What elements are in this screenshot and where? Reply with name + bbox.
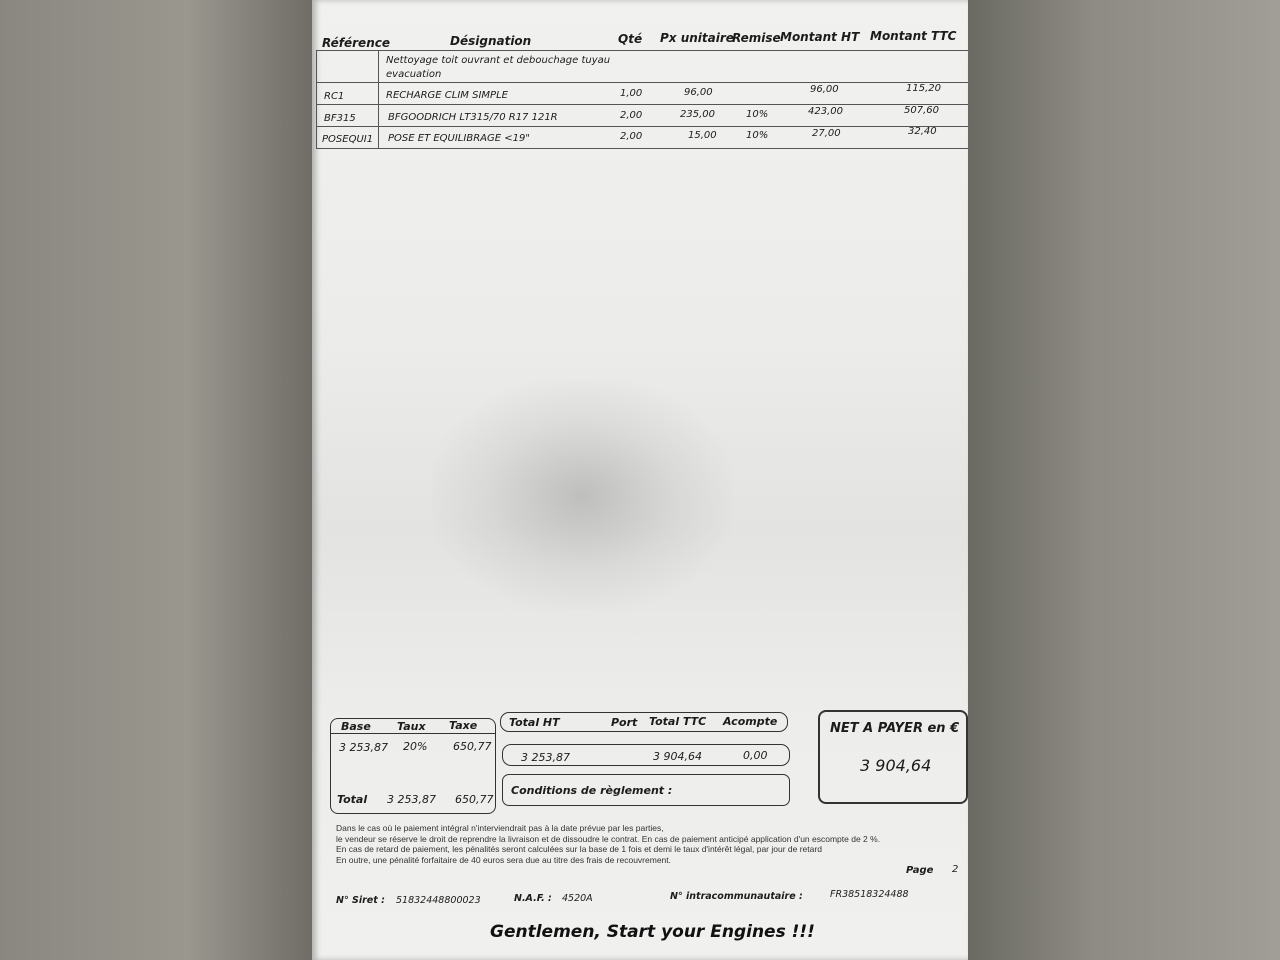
totals-header-bar xyxy=(500,712,788,732)
row3-unit-price: 15,00 xyxy=(688,130,717,141)
totals-values-bar xyxy=(502,744,790,766)
row2-qty: 2,00 xyxy=(620,110,643,121)
row1-amount-ht: 96,00 xyxy=(810,84,839,95)
totals-header-deposit: Acompte xyxy=(723,715,778,728)
page-number: 2 xyxy=(952,864,959,875)
totals-header-port: Port xyxy=(611,716,638,729)
row3-ref: POSEQUI1 xyxy=(322,134,374,145)
table-row-line xyxy=(316,104,968,105)
tax-total-label: Total xyxy=(337,793,368,806)
row1-unit-price: 96,00 xyxy=(684,87,713,98)
row3-amount-ttc: 32,40 xyxy=(908,126,937,137)
header-discount: Remise xyxy=(732,31,781,45)
row0-designation-line2: evacuation xyxy=(386,69,442,80)
table-header-line xyxy=(316,50,968,51)
siret-label: N° Siret : xyxy=(336,895,385,906)
header-unit-price: Px unitaire xyxy=(660,31,734,45)
tax-total-base: 3 253,87 xyxy=(387,793,436,806)
header-designation: Désignation xyxy=(450,34,532,48)
slogan: Gentlemen, Start your Engines !!! xyxy=(490,922,815,942)
vat-value: FR38518324488 xyxy=(830,889,909,900)
naf-value: 4520A xyxy=(562,893,593,904)
table-row-line xyxy=(316,148,968,149)
row3-designation: POSE ET EQUILIBRAGE <19" xyxy=(388,133,530,144)
row2-ref: BF315 xyxy=(324,113,356,124)
row1-ref: RC1 xyxy=(324,91,345,102)
row2-unit-price: 235,00 xyxy=(680,109,715,120)
row2-amount-ht: 423,00 xyxy=(808,106,843,117)
row1-qty: 1,00 xyxy=(620,88,643,99)
net-to-pay-amount: 3 904,64 xyxy=(860,756,932,775)
row3-qty: 2,00 xyxy=(620,131,643,142)
tax-summary-box xyxy=(330,718,496,814)
table-row-line xyxy=(316,126,968,127)
totals-deposit-value: 0,00 xyxy=(743,749,768,762)
totals-total-ttc-value: 3 904,64 xyxy=(653,750,702,763)
legal-line-1: Dans le cas où le paiement intégral n'interviendrait pas à la date prévue par les parties, xyxy=(336,823,664,833)
print-smudge xyxy=(432,380,732,610)
row2-amount-ttc: 507,60 xyxy=(904,105,939,116)
naf-label: N.A.F. : xyxy=(514,893,552,904)
row3-discount: 10% xyxy=(746,130,769,141)
page-label: Page xyxy=(906,865,934,876)
table-col-line xyxy=(316,50,317,148)
payment-conditions-label: Conditions de règlement : xyxy=(511,784,673,797)
table-row-line xyxy=(316,82,968,83)
net-to-pay-label: NET A PAYER en € xyxy=(830,721,960,736)
table-col-line xyxy=(378,50,379,148)
tax-rate-value: 20% xyxy=(403,740,428,753)
row2-discount: 10% xyxy=(746,109,769,120)
vat-label: N° intracommunautaire : xyxy=(670,891,803,902)
tax-amount-value: 650,77 xyxy=(453,740,492,753)
totals-header-total-ht: Total HT xyxy=(509,716,560,729)
background-left xyxy=(0,0,312,960)
invoice-page xyxy=(312,0,968,960)
tax-header-rate: Taux xyxy=(397,720,426,733)
row3-amount-ht: 27,00 xyxy=(812,128,841,139)
net-to-pay-box xyxy=(818,710,968,804)
header-reference: Référence xyxy=(322,36,390,50)
legal-line-4: En outre, une pénalité forfaitaire de 40 euros sera due au titre des frais de recouvrement. xyxy=(336,854,672,865)
totals-total-ht-value: 3 253,87 xyxy=(521,751,570,764)
tax-header-tax: Taxe xyxy=(449,719,478,732)
header-qty: Qté xyxy=(618,32,643,46)
row2-designation: BFGOODRICH LT315/70 R17 121R xyxy=(388,112,558,123)
siret-value: 51832448800023 xyxy=(396,895,481,906)
header-amount-ht: Montant HT xyxy=(780,30,860,44)
row0-designation-line1: Nettoyage toit ouvrant et debouchage tuyau xyxy=(386,55,611,66)
tax-header-base: Base xyxy=(341,720,371,733)
tax-header-line xyxy=(331,733,495,734)
background-right xyxy=(968,0,1280,960)
header-amount-ttc: Montant TTC xyxy=(870,29,957,43)
payment-conditions-box xyxy=(502,774,790,806)
legal-line-3: En cas de retard de paiement, les pénalités seront calculées sur la base de 1 fois et demi le taux d'intérêt légal, par jour de retard xyxy=(336,844,822,854)
row1-amount-ttc: 115,20 xyxy=(906,83,941,94)
tax-base-value: 3 253,87 xyxy=(339,741,388,754)
legal-line-2: le vendeur se réserve le droit de reprendre la livraison et de dissoudre le contrat. En cas de paiement anticipé application d'un escompte de 2 %. xyxy=(336,833,881,844)
items-table xyxy=(316,26,968,152)
row1-designation: RECHARGE CLIM SIMPLE xyxy=(386,90,508,101)
legal-conditions xyxy=(336,823,880,865)
tax-total-tax: 650,77 xyxy=(455,793,494,806)
totals-header-total-ttc: Total TTC xyxy=(649,715,707,728)
